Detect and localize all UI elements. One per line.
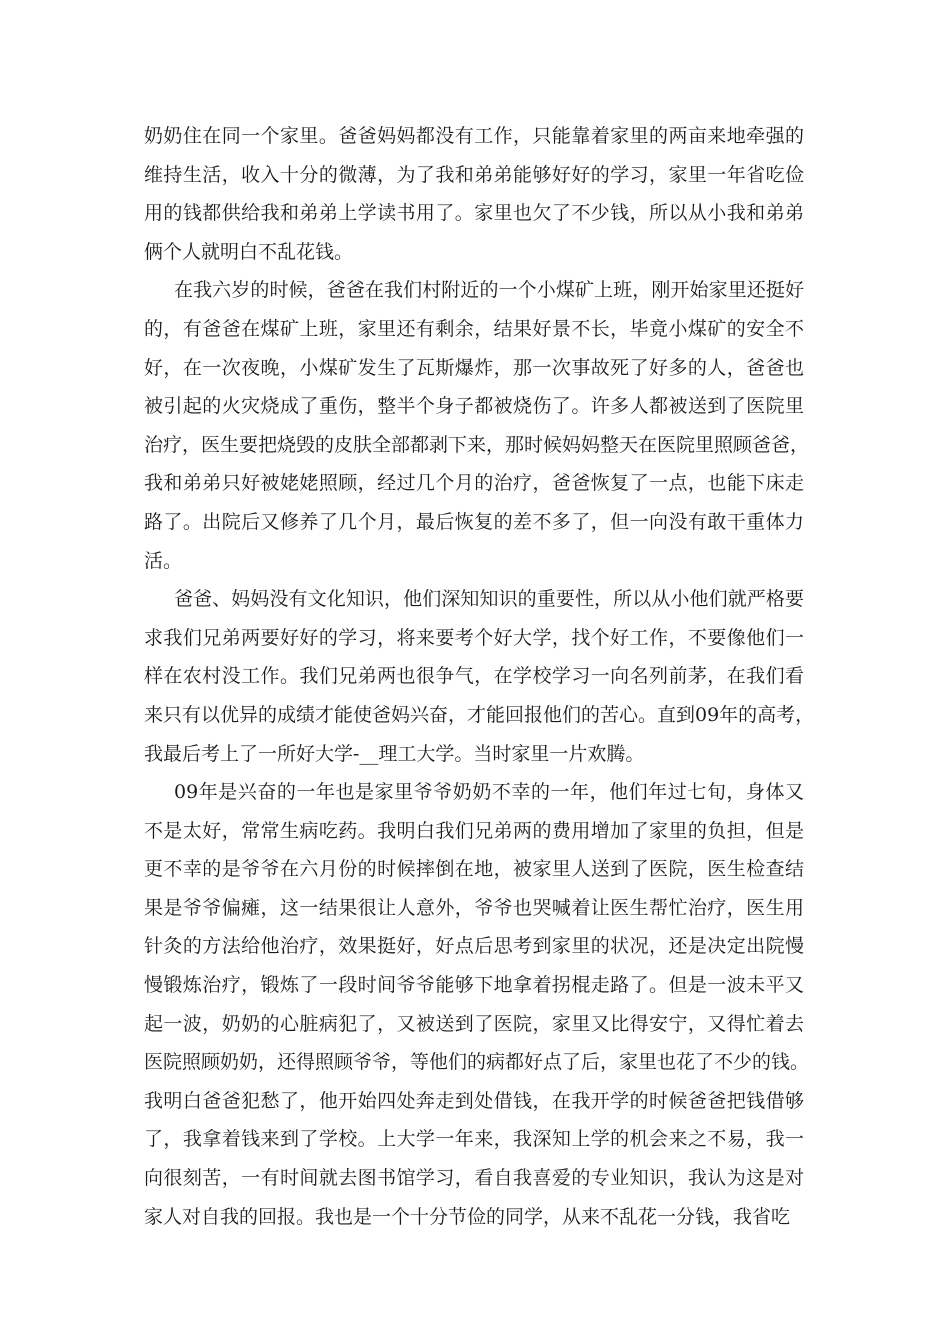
text-line: 好，在一次夜晚，小煤矿发生了瓦斯爆炸，那一次事故死了好多的人，爸爸也 <box>144 356 804 379</box>
text-line: 俩个人就明白不乱花钱。 <box>144 240 354 263</box>
paragraph-p3 <box>144 580 815 773</box>
text-line: 家人对自我的回报。我也是一个十分节俭的同学，从来不乱花一分钱，我省吃 <box>144 1205 791 1228</box>
text-line: 路了。出院后又修养了几个月，最后恢复的差不多了，但一向没有敢干重体力 <box>144 510 804 533</box>
text-line: 被引起的火灾烧成了重伤，整半个身子都被烧伤了。许多人都被送到了医院里 <box>144 395 804 418</box>
text-line: 向很刻苦，一有时间就去图书馆学习，看自我喜爱的专业知识，我认为这是对 <box>144 1167 804 1190</box>
paragraph-p2 <box>144 271 810 580</box>
text-line: 医院照顾奶奶，还得照顾爷爷，等他们的病都好点了后，家里也花了不少的钱。 <box>144 1051 810 1074</box>
text-line: 的，有爸爸在煤矿上班，家里还有剩余，结果好景不长，毕竟小煤矿的安全不 <box>144 317 804 340</box>
text-line: 更不幸的是爷爷在六月份的时候摔倒在地，被家里人送到了医院，医生检查结 <box>144 858 804 881</box>
text-line: 果是爷爷偏瘫，这一结果很让人意外，爷爷也哭喊着让医生帮忙治疗，医生用 <box>144 896 804 919</box>
text-line: 起一波，奶奶的心脏病犯了，又被送到了医院，家里又比得安宁，又得忙着去 <box>144 1012 804 1035</box>
text-line: 奶奶住在同一个家里。爸爸妈妈都没有工作，只能靠着家里的两亩来地牵强的 <box>144 125 804 147</box>
text-line: 来只有以优异的成绩才能使爸妈兴奋，才能回报他们的苦心。直到09年的高考， <box>144 703 815 726</box>
paragraph-p1 <box>144 117 804 271</box>
text-line: 09年是兴奋的一年也是家里爷爷奶奶不幸的一年，他们年过七旬，身体又 <box>174 781 804 804</box>
document-body <box>144 117 815 1236</box>
text-line: 我和弟弟只好被姥姥照顾，经过几个月的治疗，爸爸恢复了一点，也能下床走 <box>144 472 804 495</box>
text-line: 不是太好，常常生病吃药。我明白我们兄弟两的费用增加了家里的负担，但是 <box>144 819 804 842</box>
text-line: 我明白爸爸犯愁了，他开始四处奔走到处借钱，在我开学的时候爸爸把钱借够 <box>144 1089 804 1112</box>
text-line: 求我们兄弟两要好好的学习，将来要考个好大学，找个好工作，不要像他们一 <box>144 626 804 649</box>
text-line: 针灸的方法给他治疗，效果挺好，好点后思考到家里的状况，还是决定出院慢 <box>144 935 804 958</box>
text-line: 我最后考上了一所好大学-__理工大学。当时家里一片欢腾。 <box>144 742 645 765</box>
text-line: 了，我拿着钱来到了学校。上大学一年来，我深知上学的机会来之不易，我一 <box>144 1128 804 1151</box>
text-line: 维持生活，收入十分的微薄，为了我和弟弟能够好好的学习，家里一年省吃俭 <box>144 163 804 186</box>
text-line: 活。 <box>144 549 183 572</box>
paragraph-p4 <box>144 773 810 1236</box>
text-line: 样在农村没工作。我们兄弟两也很争气，在学校学习一向名列前茅，在我们看 <box>144 665 804 688</box>
text-line: 爸爸、妈妈没有文化知识，他们深知知识的重要性，所以从小他们就严格要 <box>174 588 804 611</box>
text-line: 在我六岁的时候，爸爸在我们村附近的一个小煤矿上班，刚开始家里还挺好 <box>174 279 804 302</box>
text-line: 用的钱都供给我和弟弟上学读书用了。家里也欠了不少钱，所以从小我和弟弟 <box>144 202 804 225</box>
text-line: 治疗，医生要把烧毁的皮肤全部都剥下来，那时候妈妈整天在医院里照顾爸爸， <box>144 433 810 456</box>
text-line: 慢锻炼治疗，锻炼了一段时间爷爷能够下地拿着拐棍走路了。但是一波未平又 <box>144 974 804 997</box>
